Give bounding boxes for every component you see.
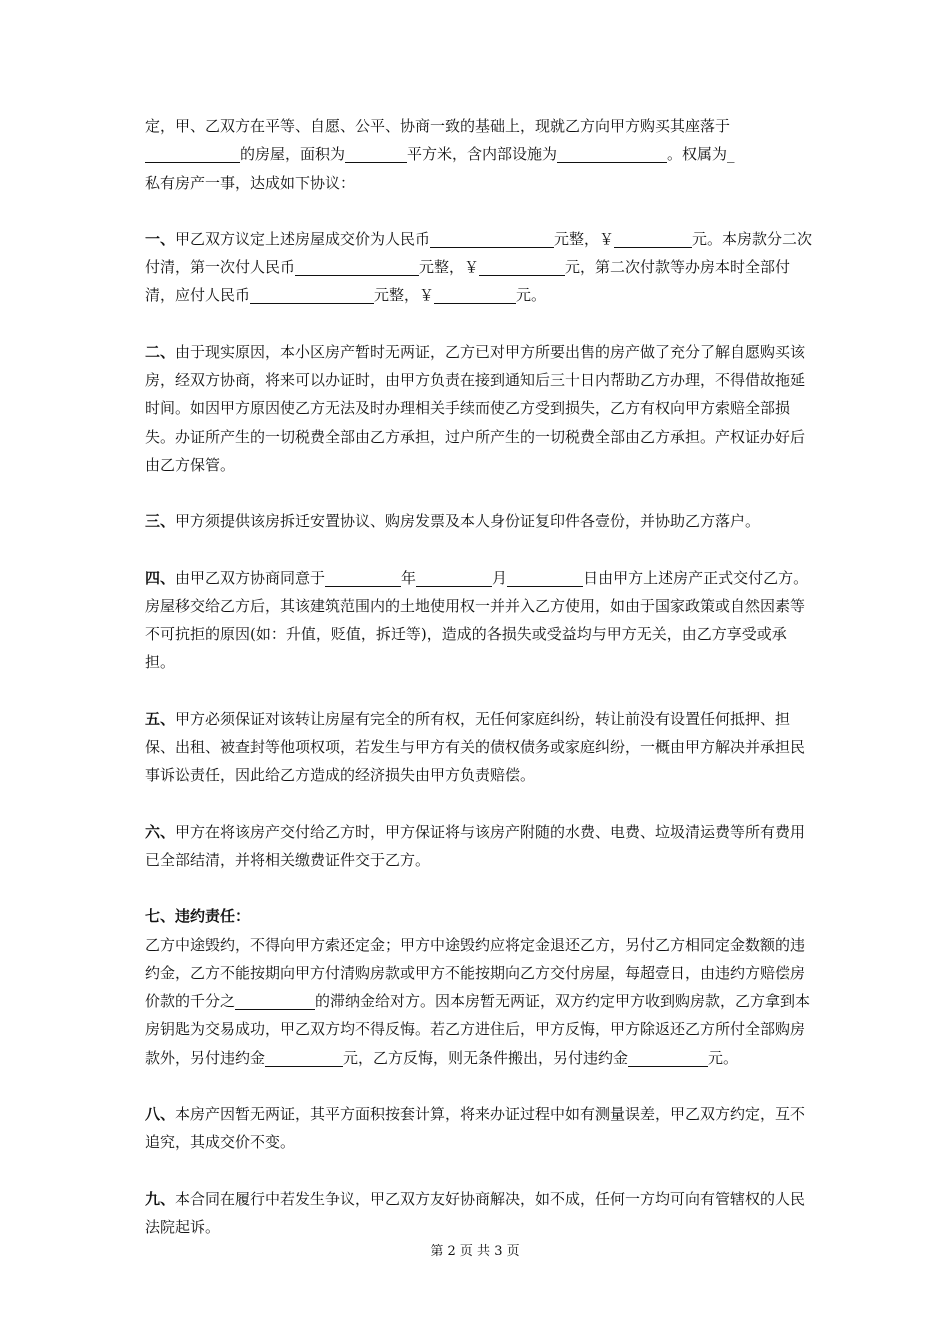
clause-1-text-6: 元整，￥: [374, 286, 435, 305]
intro-paragraph: [145, 112, 815, 197]
seller-penalty-blank[interactable]: [265, 1048, 343, 1067]
clause-7-text-4: 元。: [708, 1048, 739, 1067]
second-payment-rmb-blank[interactable]: [250, 285, 374, 304]
clause-number: 九、: [145, 1189, 176, 1208]
clause-number: 三、: [145, 512, 176, 531]
facilities-blank[interactable]: [557, 144, 667, 163]
clause-number: 一、: [145, 229, 176, 248]
clause-4-month-label: 月: [492, 568, 508, 587]
second-payment-yuan-blank[interactable]: [434, 285, 516, 304]
clause-number: 六、: [145, 822, 176, 841]
day-blank[interactable]: [507, 568, 583, 587]
clause-1-text-2: 元整，￥: [554, 229, 615, 248]
clause-4-text-1: 由甲乙双方协商同意于: [175, 568, 326, 587]
clause-7-heading: 七、违约责任：: [145, 907, 251, 926]
clause-7-text-1: 乙方中途毁约，不得向甲方索还定金；甲方中途毁约应将定金退还乙方，另付乙方相同定金数额的违约金，乙方不能按期向甲方付清购房款或甲方不能按期向乙方交付房屋，每超壹日，由违约方赔偿房价款的千分之: [145, 935, 806, 1011]
clause-8-text: 本房产因暂无两证，其平方面积按套计算，将来办证过程中如有测量误差，甲乙双方约定，互不追究，其成交价不变。: [145, 1105, 806, 1152]
clause-2-text: 由于现实原因，本小区房产暂时无两证，乙方已对甲方所要出售的房产做了充分了解自愿购买该房，经双方协商，将来可以办证时，由甲方负责在接到通知后三十日内帮助乙方办理，不得借故拖延时间。如因甲方原因使乙方无法及时办理相关手续而使乙方受到损失，乙方有权向甲方索赔全部损失。办证所产生的一切税费全部由乙方承担，过户所产生的一切税费全部由乙方承担。产权证办好后由乙方保管。: [145, 342, 806, 474]
clause-1: [145, 225, 815, 310]
year-blank[interactable]: [325, 568, 401, 587]
clause-3: [145, 507, 815, 535]
intro-text-1: 定，甲、乙双方在平等、自愿、公平、协商一致的基础上，现就乙方向甲方购买其座落于: [145, 117, 731, 135]
clause-4-text-2: 日由甲方上述房产正式交付乙方。房屋移交给乙方后，其该建筑范围内的土地使用权一并并入乙方使用，如由于国家政策或自然因素等不可抗拒的原因(如：升值，贬值，拆迁等)，造成的各损失或受益均与甲方无关，由乙方享受或承担。: [145, 568, 809, 672]
clause-5-text: 甲方必须保证对该转让房屋有完全的所有权，无任何家庭纠纷，转让前没有设置任何抵押、担保、出租、被查封等他项权项，若发生与甲方有关的债权债务或家庭纠纷，一概由甲方解决并承担民事诉讼责任，因此给乙方造成的经济损失由甲方负责赔偿。: [145, 709, 806, 785]
area-blank[interactable]: [345, 144, 407, 163]
clause-5: [145, 705, 815, 790]
buyer-penalty-blank[interactable]: [628, 1048, 708, 1067]
clause-8: [145, 1100, 815, 1157]
price-rmb-blank[interactable]: [430, 229, 554, 248]
contract-page: [145, 112, 815, 1269]
intro-text-4: 。权属为: [667, 145, 728, 164]
clause-9: [145, 1185, 815, 1242]
intro-underscore: _: [727, 145, 735, 164]
clause-9-text: 本合同在履行中若发生争议，甲乙双方友好协商解决，如不成，任何一方均可向有管辖权的人民法院起诉。: [145, 1189, 806, 1236]
penalty-rate-blank[interactable]: [235, 991, 315, 1010]
clause-2: [145, 338, 815, 479]
intro-text-5: 私有房产一事，达成如下协议：: [145, 173, 356, 192]
clause-1-text-4: 元整，￥: [419, 258, 480, 277]
clause-number: 二、: [145, 342, 176, 361]
month-blank[interactable]: [416, 568, 492, 587]
clause-number: 八、: [145, 1105, 176, 1124]
first-payment-yuan-blank[interactable]: [479, 257, 565, 276]
price-yuan-blank[interactable]: [614, 229, 692, 248]
clause-7-text-3: 元，乙方反悔，则无条件搬出，另付违约金: [343, 1048, 629, 1067]
page-footer: 第 2 页 共 3 页: [430, 1244, 520, 1259]
clause-1-text-5: 元，第二次付款等办房本时全部付清，应付人民币: [145, 258, 791, 305]
location-blank[interactable]: [145, 144, 240, 163]
clause-number: 五、: [145, 709, 176, 728]
clause-7-text-2: 的滞纳金给对方。因本房暂无两证，双方约定甲方收到购房款，乙方拿到本房钥匙为交易成功，甲乙双方均不得反悔。若乙方进住后，甲方反悔，甲方除返还乙方所付全部购房款外，另付违约金: [145, 992, 811, 1067]
first-payment-rmb-blank[interactable]: [295, 257, 419, 276]
intro-text-3: 平方米，含内部设施为: [407, 145, 558, 164]
clause-6-text: 甲方在将该房产交付给乙方时，甲方保证将与该房产附随的水费、电费、垃圾清运费等所有费用已全部结清，并将相关缴费证件交于乙方。: [145, 822, 806, 869]
clause-3-text: 甲方须提供该房拆迁安置协议、购房发票及本人身份证复印件各壹份，并协助乙方落户。: [175, 512, 761, 531]
clause-4: [145, 564, 815, 677]
clause-number: 四、: [145, 568, 176, 587]
clause-7: [145, 931, 815, 1072]
intro-text-2: 的房屋，面积为: [240, 145, 346, 164]
clause-1-text-7: 元。: [516, 286, 547, 305]
clause-1-text-1: 甲乙双方议定上述房屋成交价为人民币: [175, 229, 431, 248]
clause-4-year-label: 年: [401, 568, 417, 587]
clause-6: [145, 818, 815, 875]
clause-1-text-3: 元。本房款分二次付清，第一次付人民币: [145, 229, 813, 277]
